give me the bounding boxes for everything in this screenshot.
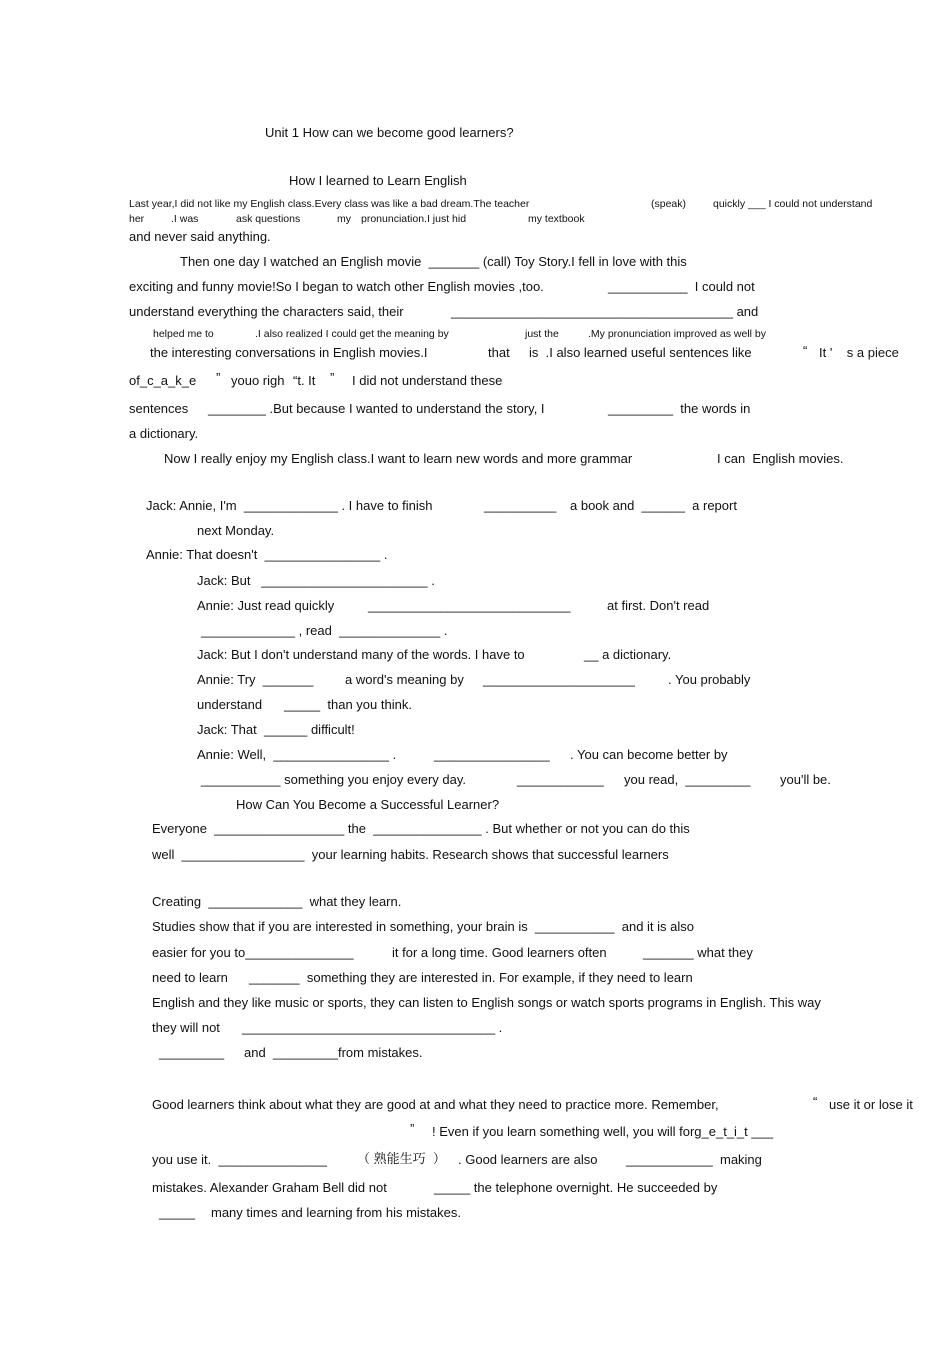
dialogue-line: a word's meaning by <box>345 672 464 687</box>
text-line: English and they like music or sports, they can listen to English songs or watch sports programs in English. This way <box>152 995 821 1010</box>
text-line: It ' s a piece <box>819 345 899 360</box>
dialogue-line: you read, _________ <box>624 772 751 787</box>
dialogue-line: at first. Don't read <box>607 598 710 613</box>
text-line: ___________ I could not <box>608 279 755 294</box>
dialogue-line: ________________ <box>434 747 550 762</box>
dialogue-line: Annie: That doesn't ________________ . <box>146 547 388 562</box>
text-line: ________ .But because I wanted to understand the story, I <box>208 401 545 416</box>
text-line: I did not understand these <box>352 373 503 388</box>
text-line: exciting and funny movie!So I began to watch other English movies ,too. <box>129 279 544 294</box>
small-text: my <box>337 213 351 225</box>
text-line: they will not <box>152 1020 220 1035</box>
dialogue-line: Annie: Well, ________________ . <box>197 747 397 762</box>
text-line: _________ the words in <box>608 401 751 416</box>
text-line: I can English movies. <box>717 451 844 466</box>
passage-heading: How I learned to Learn English <box>289 173 467 188</box>
dialogue-line: ___________ something you enjoy every day. <box>201 772 467 787</box>
text-line: Then one day I watched an English movie _______ (call) Toy Story.I fell in love with this <box>180 254 687 269</box>
text-line: Good learners think about what they are good at and what they need to practice more. Remember, <box>152 1097 719 1112</box>
dialogue-line: Jack: But _______________________ . <box>197 573 435 588</box>
small-text: quickly ___ I could not understand <box>713 198 873 210</box>
text-line: sentences <box>129 401 189 416</box>
text-line: of_c_a_k_e <box>129 373 197 388</box>
text-line: _______________________________________ and <box>451 304 759 319</box>
small-text: ask questions <box>236 213 301 225</box>
text-line: Everyone __________________ the _______________ . But whether or not you can do this <box>152 821 690 836</box>
small-text: pronunciation.I just hid <box>361 213 467 225</box>
dialogue-line: Annie: Try _______ <box>197 672 314 687</box>
dialogue-line: understand <box>197 697 263 712</box>
text-line: youo righ <box>231 373 285 388</box>
small-text: .I was <box>171 213 199 225</box>
text-line: that <box>488 345 510 360</box>
text-line: ” <box>410 1121 415 1136</box>
dialogue-line: Jack: That ______ difficult! <box>197 722 355 737</box>
text-line: is .I also learned useful sentences like <box>529 345 752 360</box>
text-line: need to learn <box>152 970 228 985</box>
dialogue-line: __ a dictionary. <box>584 647 672 662</box>
text-line: Now I really enjoy my English class.I want to learn new words and more grammar <box>164 451 633 466</box>
text-line: well _________________ your learning habits. Research shows that successful learners <box>152 847 669 862</box>
dialogue-line: _____ than you think. <box>284 697 412 712</box>
small-text: (speak) <box>651 198 687 210</box>
text-line: ! Even if you learn something well, you will forg_e_t_i_t ___ <box>432 1124 774 1139</box>
text-line: ___________________________________ . <box>242 1020 503 1035</box>
text-line: and _________from mistakes. <box>244 1045 423 1060</box>
dialogue-line: Annie: Just read quickly <box>197 598 335 613</box>
text-line: _____ the telephone overnight. He succeeded by <box>434 1180 718 1195</box>
text-line: and never said anything. <box>129 229 271 244</box>
text-line: a dictionary. <box>129 426 199 441</box>
text-line: use it or lose it <box>829 1097 913 1112</box>
small-text: her <box>129 213 145 225</box>
dialogue-line: next Monday. <box>197 523 275 538</box>
text-line: . Good learners are also <box>458 1152 598 1167</box>
small-text: Last year,I did not like my English class.Every class was like a bad dream.The teacher <box>129 198 530 210</box>
text-line: _______ what they <box>643 945 753 960</box>
dialogue-line: ____________________________ <box>368 598 571 613</box>
text-line: mistakes. Alexander Graham Bell did not <box>152 1180 387 1195</box>
text-line: ____________ making <box>626 1152 762 1167</box>
text-line: _____ <box>159 1205 196 1220</box>
dialogue-line: . You probably <box>668 672 751 687</box>
text-line: ” <box>330 370 335 385</box>
small-text: .I also realized I could get the meaning by <box>255 328 449 340</box>
text-line: “ <box>813 1094 818 1109</box>
text-line: many times and learning from his mistakes. <box>211 1205 461 1220</box>
text-line: the interesting conversations in English movies.I <box>150 345 428 360</box>
dialogue-line: _____________________ <box>483 672 635 687</box>
text-line: it for a long time. Good learners often <box>392 945 607 960</box>
small-text: helped me to <box>153 328 214 340</box>
dialogue-line: you'll be. <box>780 772 831 787</box>
dialogue-line: __________ <box>484 498 557 513</box>
text-line: you use it. _______________ <box>152 1152 327 1167</box>
small-text: .My pronunciation improved as well by <box>588 328 766 340</box>
small-text: just the <box>525 328 559 340</box>
page-title: Unit 1 How can we become good learners? <box>265 125 514 140</box>
text-line: _________ <box>159 1045 225 1060</box>
dialogue-line: a book and ______ a report <box>570 498 737 513</box>
text-line: Studies show that if you are interested in something, your brain is ___________ and it is also <box>152 919 694 934</box>
dialogue-line: Jack: But I don't understand many of the words. I have to <box>197 647 525 662</box>
text-line: “t. It <box>293 373 316 388</box>
passage-heading: How Can You Become a Successful Learner? <box>236 797 500 812</box>
text-line: _______ something they are interested in. For example, if they need to learn <box>249 970 693 985</box>
text-line: Creating _____________ what they learn. <box>152 894 402 909</box>
dialogue-line: _____________ , read ______________ . <box>201 623 448 638</box>
text-line: understand everything the characters said, their <box>129 304 404 319</box>
small-text: my textbook <box>528 213 585 225</box>
text-line: ” <box>216 370 221 385</box>
dialogue-line: . You can become better by <box>570 747 728 762</box>
dialogue-line: ____________ <box>517 772 604 787</box>
dialogue-line: Jack: Annie, I'm _____________ . I have to finish <box>146 498 433 513</box>
text-line: “ <box>803 343 808 358</box>
text-line: easier for you to_______________ <box>152 945 354 960</box>
text-line: （ 熟能生巧 ） <box>357 1151 446 1166</box>
